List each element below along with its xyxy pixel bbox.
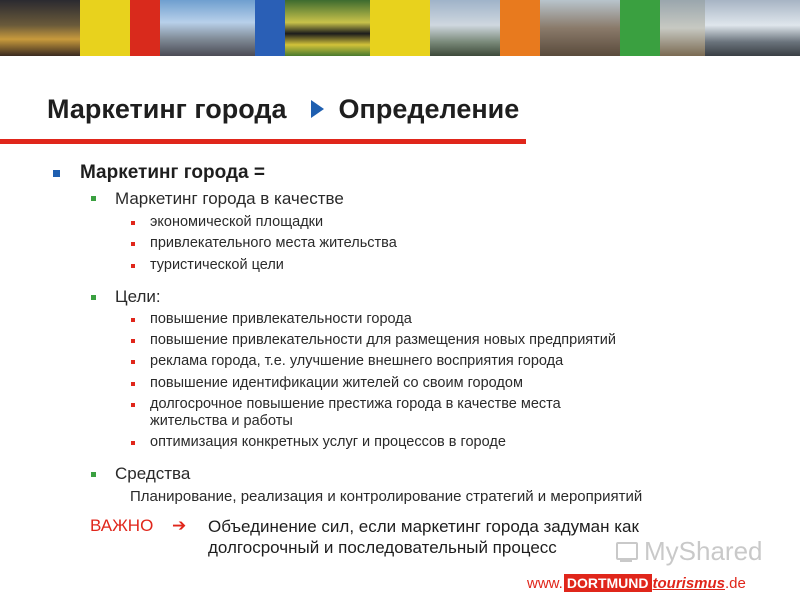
bullet-square-icon xyxy=(131,242,135,246)
list-item: реклама города, т.е. улучшение внешнего восприятия города xyxy=(150,353,564,369)
means-text: Планирование, реализация и контролирование стратегий и мероприятий xyxy=(130,488,643,505)
arrow-right-icon: ➔ xyxy=(172,516,187,535)
bullet-square-icon xyxy=(53,170,60,177)
section-as-label: Маркетинг города в качестве xyxy=(115,189,344,208)
bullet-square-icon xyxy=(91,295,96,300)
bullet-square-icon xyxy=(91,472,96,477)
bullet-square-icon xyxy=(131,441,135,445)
list-item: экономической площадки xyxy=(150,214,324,230)
footer-prefix: www. xyxy=(527,574,563,592)
list-item: повышение идентификации жителей со своим городом xyxy=(150,375,523,391)
bullet-square-icon xyxy=(131,360,135,364)
bullet-square-icon xyxy=(131,382,135,386)
section-means-label: Средства xyxy=(115,464,191,483)
brand-tourismus: tourismus xyxy=(652,574,726,592)
watermark xyxy=(612,536,763,567)
heading-city-marketing: Маркетинг города = xyxy=(80,162,265,183)
list-item: повышение привлекательности города xyxy=(150,311,412,327)
footer-url[interactable] xyxy=(527,574,746,592)
title-sub: Определение xyxy=(338,93,520,124)
list-item: оптимизация конкретных услуг и процессов в городе xyxy=(150,434,506,450)
list-item: долгосрочное повышение престижа города в качестве места xyxy=(150,396,561,412)
brand-logo-box: DORTMUND xyxy=(564,574,652,592)
important-text xyxy=(208,516,639,558)
bullet-square-icon xyxy=(131,221,135,225)
title-main: Маркетинг города xyxy=(47,93,287,124)
important-line-2: долгосрочный и последовательный процесс xyxy=(208,538,557,557)
bullet-square-icon xyxy=(131,339,135,343)
watermark-text: MyShared xyxy=(644,536,763,566)
list-item: повышение привлекательности для размещения новых предприятий xyxy=(150,332,616,348)
bullet-square-icon xyxy=(131,403,135,407)
bullet-square-icon xyxy=(131,318,135,322)
list-item-continuation: жительства и работы xyxy=(150,413,293,429)
bullet-square-icon xyxy=(131,264,135,268)
bullet-square-icon xyxy=(91,196,96,201)
list-item: туристической цели xyxy=(150,257,284,273)
important-label: ВАЖНО xyxy=(90,516,154,535)
list-item: привлекательного места жительства xyxy=(150,235,397,251)
footer-suffix: .de xyxy=(725,574,746,592)
section-goals-label: Цели: xyxy=(115,287,161,306)
important-line-1: Объединение сил, если маркетинг города задуман как xyxy=(208,517,639,536)
presentation-icon xyxy=(612,539,640,565)
